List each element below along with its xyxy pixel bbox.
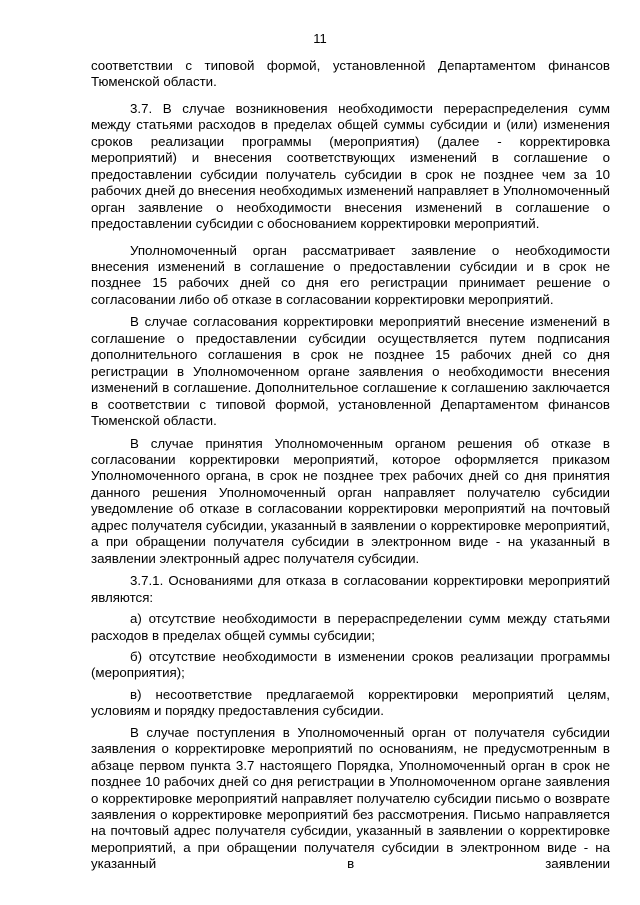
paragraph-continuation: соответствии с типовой формой, установленной Департаментом финансов Тюменской области.: [91, 58, 610, 90]
document-body: [91, 58, 610, 873]
list-item-c: в) несоответствие предлагаемой корректировки мероприятий целям, условиям и порядку предоставления субсидии.: [91, 686, 610, 719]
list-item-b: б) отсутствие необходимости в изменении сроков реализации программы (мероприятия);: [91, 648, 610, 681]
paragraph-clause-3-7: 3.7. В случае возникновения необходимости перераспределения сумм между статьями расходов в пределах общей суммы субсидии и (или) изменения сроков реализации программы (мероприятия) (далее - корректировка мероприятий) и внесения соответствующих изменений в соглашение о предоставлении субсидии получатель субсидии в срок не позднее чем за 10 рабочих дней до внесения необходимых изменений направляет в Уполномоченный орган заявление о необходимости внесения изменений в соглашение о предоставлении субсидии с обоснованием корректировки мероприятий.: [91, 100, 610, 232]
paragraph-return-case: В случае поступления в Уполномоченный орган от получателя субсидии заявления о корректировке мероприятий по основаниям, не предусмотренным в абзаце первом пункта 3.7 настоящего Порядка, Уполномоченный орган в срок не позднее 10 рабочих дней со дня регистрации в Уполномоченном органе заявления о корректировке мероприятий направляет получателю субсидии письмо о возврате заявления о корректировке мероприятий без рассмотрения. Письмо направляется на почтовый адрес получателя субсидии, указанный в заявлении о корректировке мероприятий, а при обращении получателя субсидии в электронном виде - на указанный в заявлении: [91, 724, 610, 872]
page-number: 11: [313, 31, 327, 46]
paragraph-review-procedure: Уполномоченный орган рассматривает заявление о необходимости внесения изменений в соглашение о предоставлении субсидии и в срок не позднее 15 рабочих дней со дня его регистрации принимает решение о согласовании либо об отказе в согласовании корректировки мероприятий.: [91, 242, 610, 307]
list-item-a: а) отсутствие необходимости в перераспределении сумм между статьями расходов в пределах общей суммы субсидии;: [91, 611, 610, 643]
paragraph-approval-case: В случае согласования корректировки мероприятий внесение изменений в соглашение о предоставлении субсидии осуществляется путем подписания дополнительного соглашения в срок не позднее 15 рабочих дней со дня регистрации в Уполномоченном органе заявления о необходимости внесения изменений в соглашение. Дополнительное соглашение к соглашению заключается в соответствии с типовой формой, установленной Департаментом финансов Тюменской области.: [91, 314, 610, 429]
paragraph-clause-3-7-1: 3.7.1. Основаниями для отказа в согласовании корректировки мероприятий являются:: [91, 573, 610, 605]
paragraph-refusal-case: В случае принятия Уполномоченным органом решения об отказе в согласовании корректировки мероприятий, которое оформляется приказом Уполномоченного органа, в срок не позднее трех рабочих дней со дня принятия данного решения Уполномоченный орган направляет получателю субсидии уведомление об отказе в согласовании корректировки мероприятий на почтовый адрес получателя субсидии, указанный в заявлении о корректировке мероприятий, а при обращении получателя субсидии в электронном виде - на указанный в заявлении электронный адрес получателя субсидии.: [91, 435, 610, 566]
